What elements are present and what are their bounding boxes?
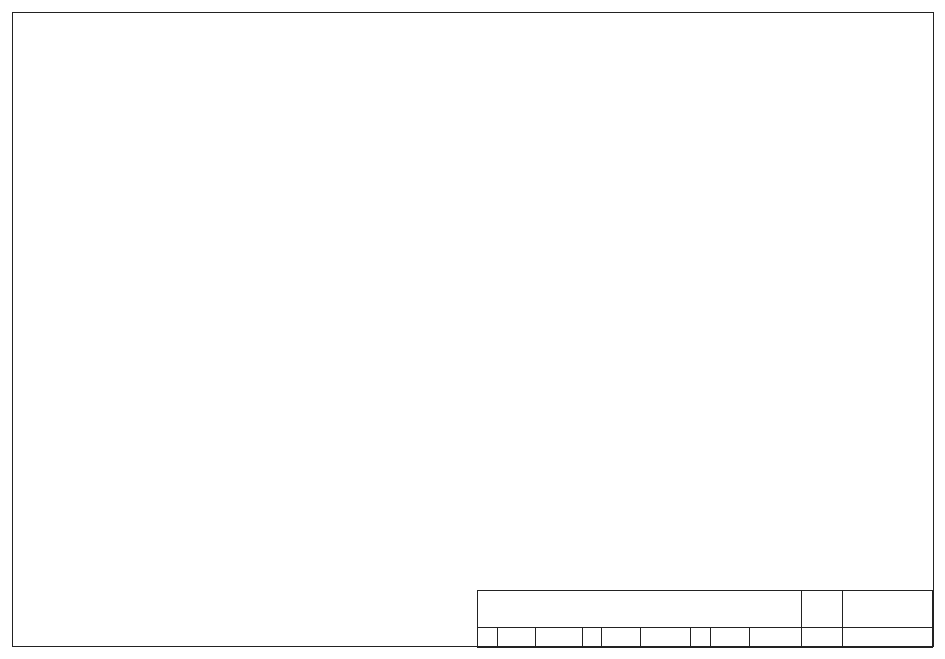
checker-name: [602, 628, 640, 648]
designer-signature: [749, 628, 802, 648]
check-label: [582, 628, 602, 648]
page-number: [842, 628, 932, 648]
reviewer-signature: [536, 628, 583, 648]
design-label: [691, 628, 711, 648]
checker-signature: [640, 628, 691, 648]
reviewer-name: [497, 628, 535, 648]
atlas-label: [802, 591, 842, 628]
page-label: [802, 628, 842, 648]
drawing-frame: [12, 12, 934, 647]
title-block: [477, 590, 933, 648]
atlas-number: [842, 591, 932, 628]
review-label: [478, 628, 498, 648]
title-block-title: [478, 591, 802, 628]
designer-name: [711, 628, 749, 648]
